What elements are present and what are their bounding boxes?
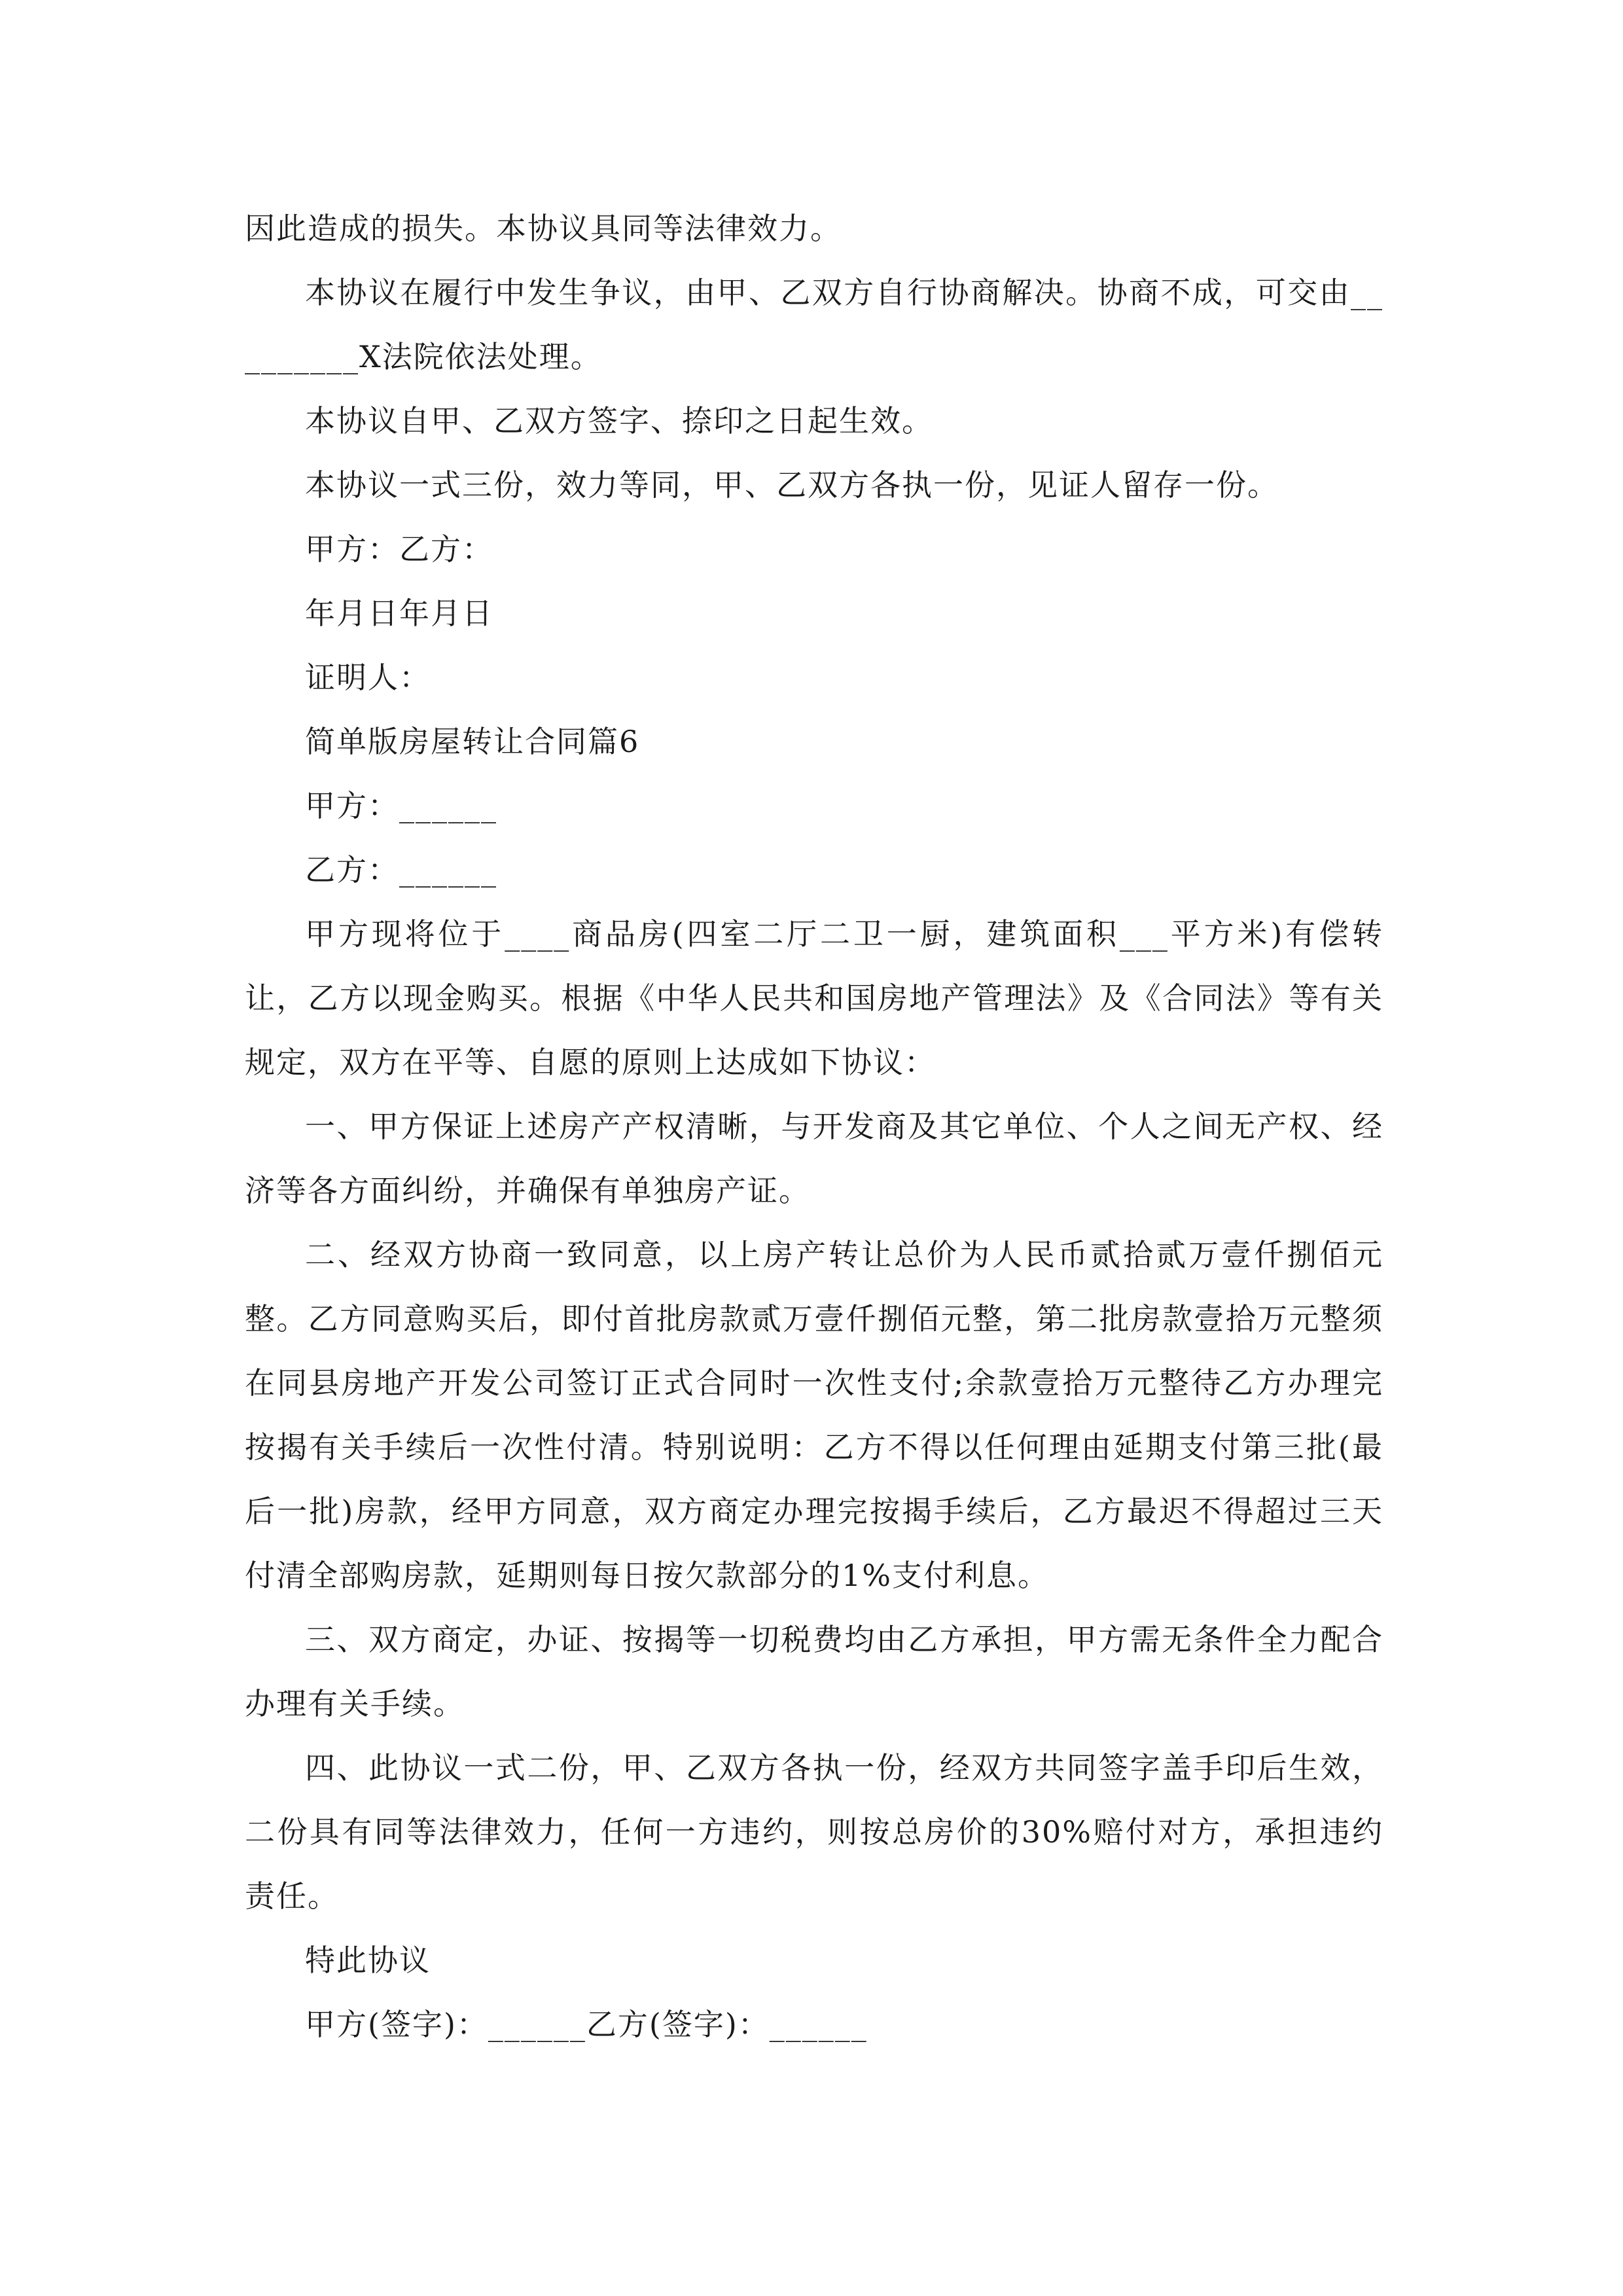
party-b-line: 乙方：______ [305, 852, 497, 888]
witness-line: 证明人： [305, 660, 431, 695]
paragraph-preamble: 甲方现将位于____商品房(四室二厅二卫一厨，建筑面积___平方米)有偿转让，乙方以现金购买。根据《中华人民共和国房地产管理法》及《合同法》等有关规定，双方在平等、自愿的原则上达成如下协议： [245, 916, 1383, 1080]
clause-4: 四、此协议一式二份，甲、乙双方各执一份，经双方共同签字盖手印后生效，二份具有同等法律效力，任何一方违约，则按总房价的30%赔付对方，承担违约责任。 [245, 1750, 1383, 1914]
closing-statement: 特此协议 [305, 1943, 431, 1978]
signature-parties-line: 甲方：乙方： [305, 531, 493, 567]
clause-2: 二、经双方协商一致同意，以上房产转让总价为人民币贰拾贰万壹仟捌佰元整。乙方同意购买后，即付首批房款贰万壹仟捌佰元整，第二批房款壹拾万元整须在同县房地产开发公司签订正式合同时一次性支付;余款壹拾万元整待乙方办理完按揭有关手续后一次性付清。特别说明：乙方不得以任何理由延期支付第三批(最后一批)房款，经甲方同意，双方商定办理完按揭手续后，乙方最迟不得超过三天付清全部购房款，延期则每日按欠款部分的1%支付利息。 [245, 1237, 1383, 1593]
signature-line: 甲方(签字)：______乙方(签字)：______ [305, 2007, 868, 2042]
section-heading: 简单版房屋转让合同篇6 [305, 724, 640, 759]
clause-1: 一、甲方保证上述房产产权清晰，与开发商及其它单位、个人之间无产权、经济等各方面纠纷，并确保有单独房产证。 [245, 1109, 1383, 1208]
clause-3: 三、双方商定，办证、按揭等一切税费均由乙方承担，甲方需无条件全力配合办理有关手续。 [245, 1622, 1383, 1721]
signature-date-line: 年月日年月日 [305, 596, 493, 631]
paragraph-copies: 本协议一式三份，效力等同，甲、乙双方各执一份，见证人留存一份。 [305, 467, 1279, 503]
document-body [245, 196, 1383, 2056]
paragraph-effective-date: 本协议自甲、乙双方签字、捺印之日起生效。 [305, 403, 933, 439]
paragraph-1: 因此造成的损失。本协议具同等法律效力。 [245, 211, 842, 246]
paragraph-dispute-resolution: 本协议在履行中发生争议，由甲、乙双方自行协商解决。协商不成，可交由_________X法院依法处理。 [245, 275, 1383, 374]
party-a-line: 甲方：______ [305, 788, 497, 823]
